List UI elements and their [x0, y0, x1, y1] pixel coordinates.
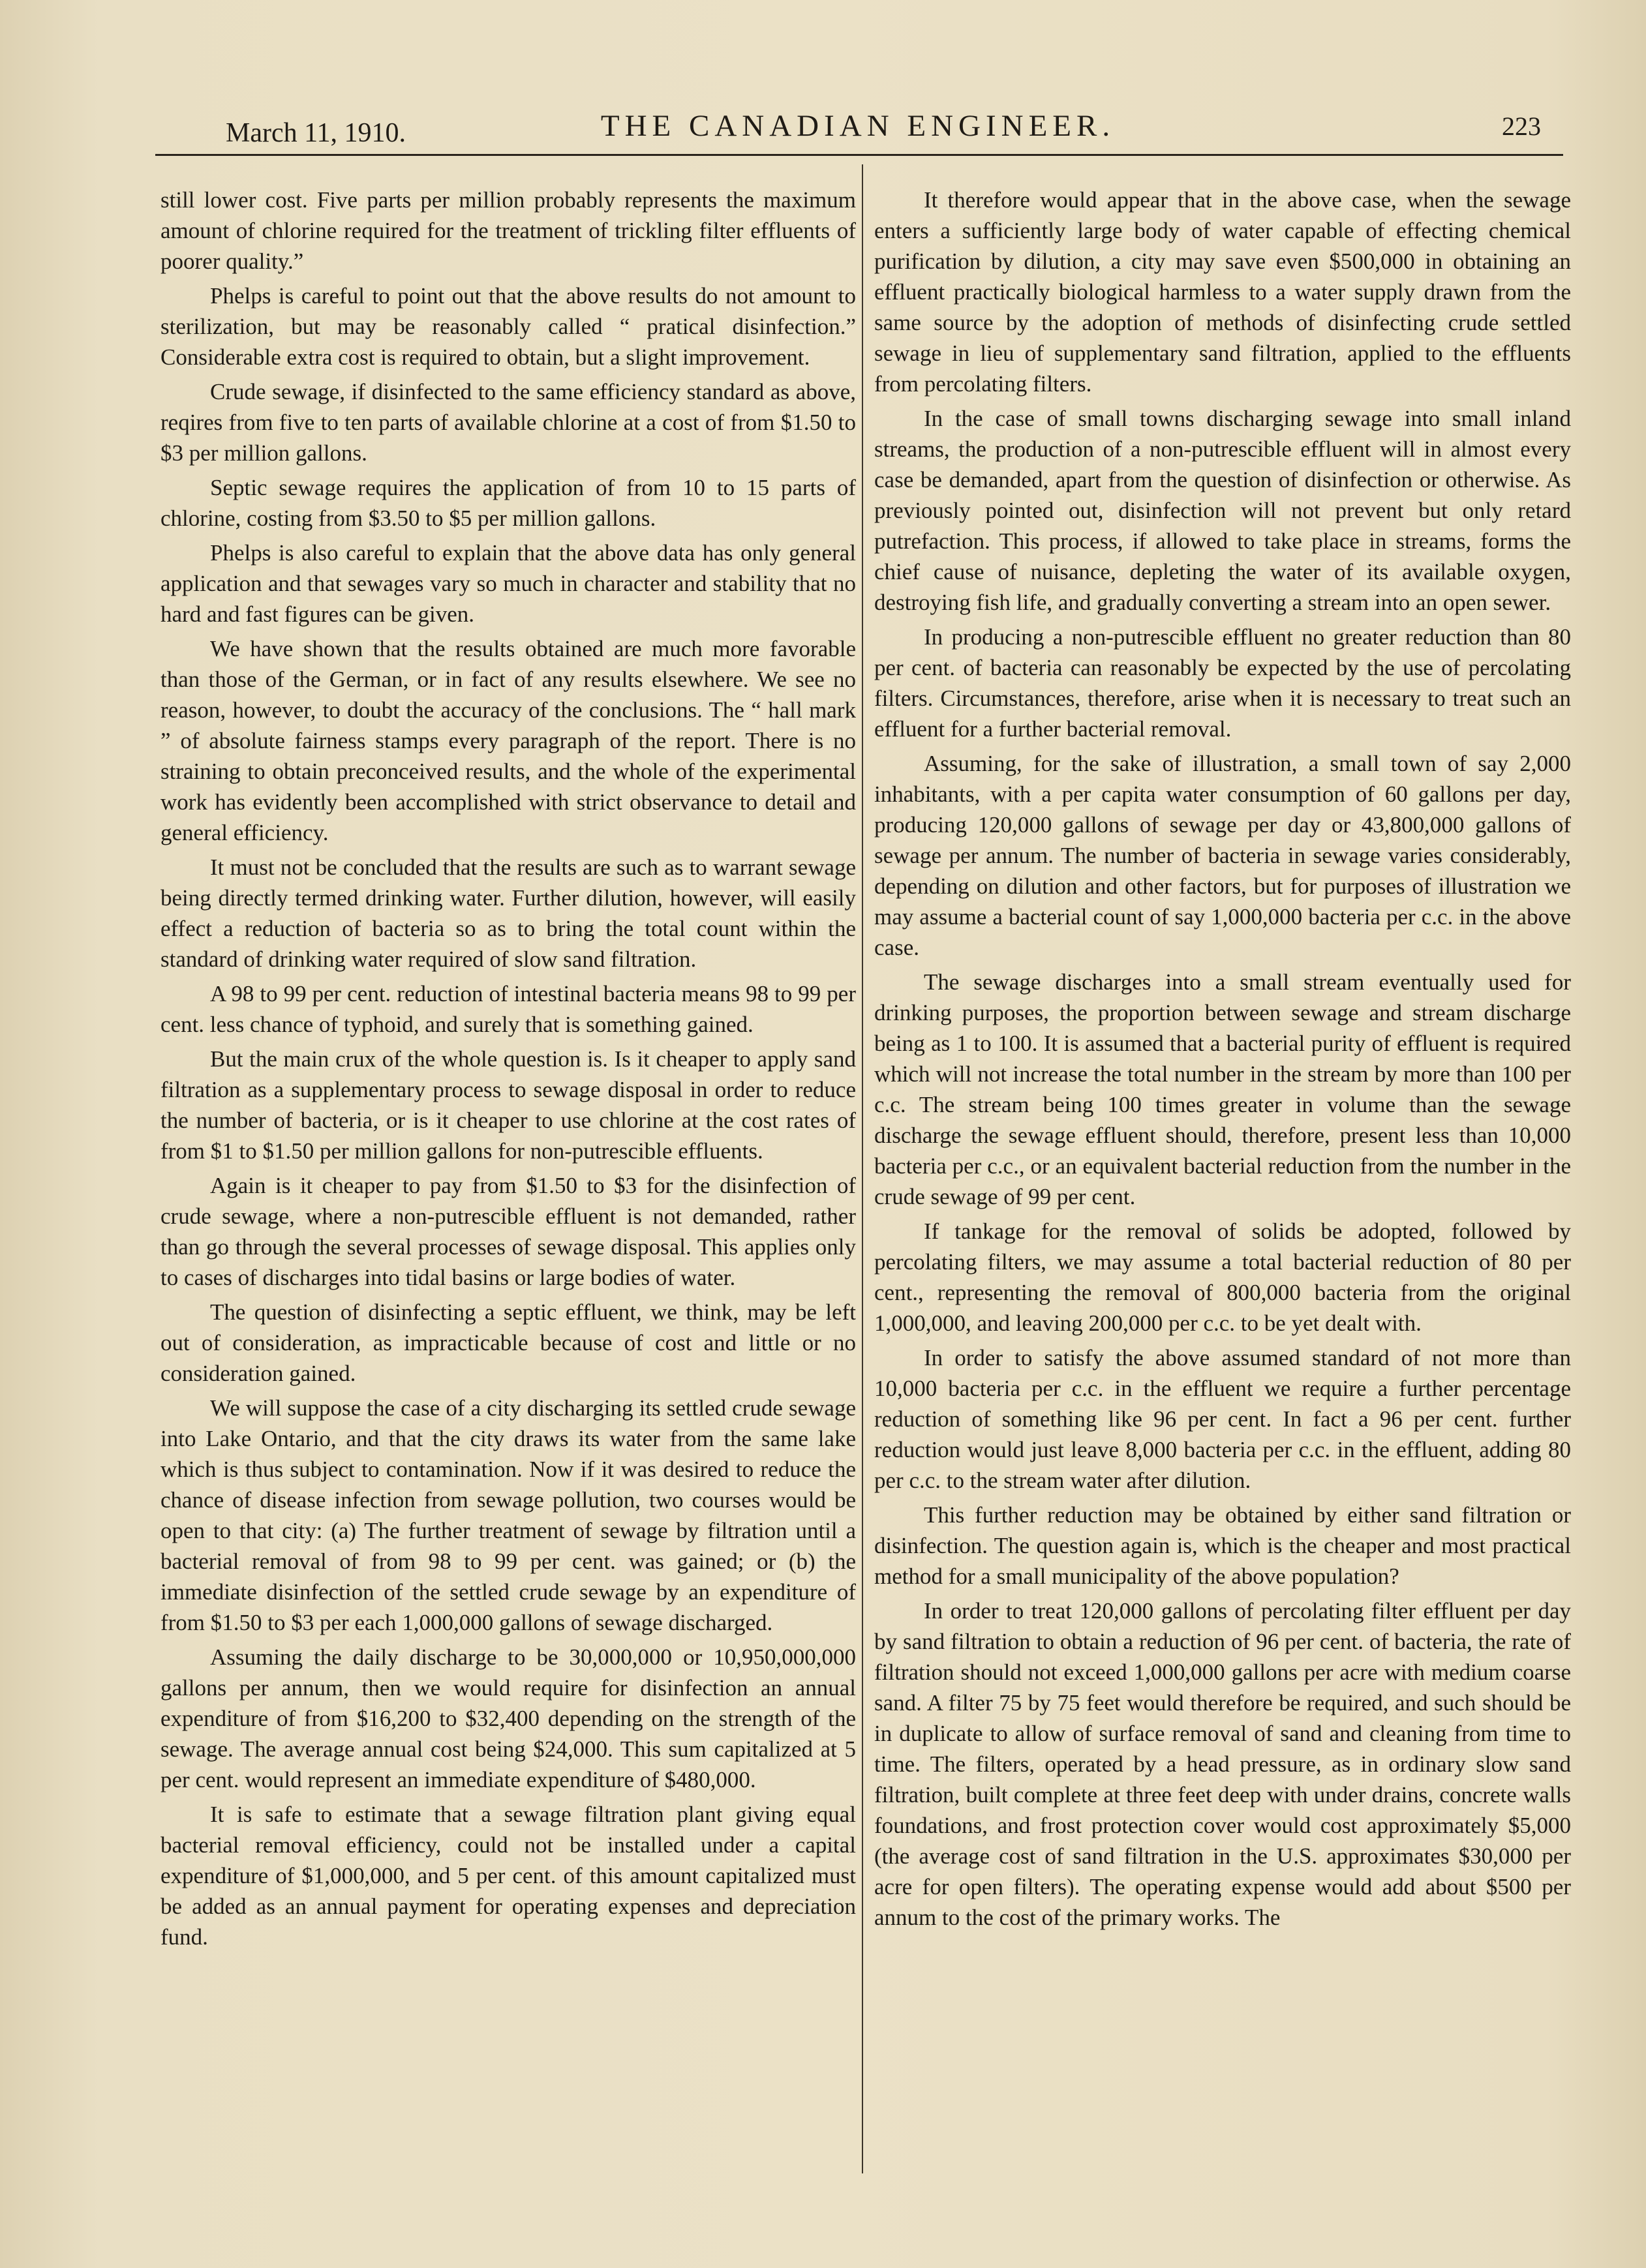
- paragraph: But the main crux of the whole question is. Is it cheaper to apply sand filtration as a supplementary process to sewage disposal in order to reduce the number of bacteria, or is it cheaper to use chlorine at the cost rates of from $1 to $1.50 per million gallons for non-putrescible effluents.: [160, 1046, 856, 1164]
- paragraph: The question of disinfecting a septic effluent, we think, may be left out of consideration, as impracticable because of cost and little or no consideration gained.: [160, 1299, 856, 1386]
- paragraph: In producing a non-putrescible effluent no greater reduction than 80 per cent. of bacteria can reasonably be expected by the use of percolating filters. Circumstances, therefore, arise when it is necessary to treat such an effluent for a further bacterial removal.: [874, 624, 1571, 742]
- journal-title: THE CANADIAN ENGINEER.: [600, 109, 1116, 143]
- paragraph: In order to satisfy the above assumed standard of not more than 10,000 bacteria per c.c. in the effluent we require a further percentage reduction of something like 96 per cent. In fact a 96 per cent. further reduction would just leave 8,000 bacteria per c.c. in the effluent, adding 80 per c.c. to the stream water after dilution.: [874, 1345, 1571, 1493]
- paragraph: In order to treat 120,000 gallons of percolating filter effluent per day by sand filtration to obtain a reduction of 96 per cent. of bacteria, the rate of filtration should not exceed 1,000,000 gallons per acre with medium coarse sand. A filter 75 by 75 feet would therefore be required, and such should be in duplicate to allow of surface removal of sand and cleaning from time to time. The filters, operated by a head pressure, as in ordinary slow sand filtration, built complete at three feet deep with under drains, concrete walls foundations, and frost protection cover would cost approximately $5,000 (the average cost of sand filtration in the U.S. approximates $30,000 per acre for open filters). The operating expense would add about $500 per annum to the cost of the primary works. The: [874, 1598, 1571, 1930]
- header-rule: [155, 154, 1563, 156]
- paragraph: It is safe to estimate that a sewage filtration plant giving equal bacterial removal efficiency, could not be installed under a capital expenditure of $1,000,000, and 5 per cent. of this amount capitalized must be added as an annual payment for operating expenses and depreciation fund.: [160, 1802, 856, 1950]
- left-column: [160, 185, 856, 2181]
- paragraph: It must not be concluded that the results are such as to warrant sewage being directly termed drinking water. Further dilution, however, will easily effect a reduction of bacteria so as to bring the total count within the standard of drinking water required of slow sand filtration.: [160, 854, 856, 972]
- right-column: [874, 185, 1571, 2181]
- paragraph: Phelps is careful to point out that the above results do not amount to sterilization, but may be reasonably called “ pratical disinfection.” Considerable extra cost is required to obtain, but a slight improvement.: [160, 283, 856, 370]
- page-number: 223: [1502, 112, 1541, 141]
- paragraph: The sewage discharges into a small stream eventually used for drinking purposes, the proportion between sewage and stream discharge being as 1 to 100. It is assumed that a bacterial purity of effluent is required which will not increase the total number in the stream by more than 100 per c.c. The stream being 100 times greater in volume than the sewage discharge the sewage effluent should, therefore, present less than 10,000 bacteria per c.c., or an equivalent bacterial reduction from the number in the crude sewage of 99 per cent.: [874, 969, 1571, 1209]
- paragraph: Septic sewage requires the application of from 10 to 15 parts of chlorine, costing from $3.50 to $5 per million gallons.: [160, 475, 856, 531]
- paragraph: Again is it cheaper to pay from $1.50 to $3 for the disinfection of crude sewage, where a non-putrescible effluent is not demanded, rather than go through the several processes of sewage disposal. This applies only to cases of discharges into tidal basins or large bodies of water.: [160, 1173, 856, 1290]
- paragraph: Crude sewage, if disinfected to the same efficiency standard as above, reqires from five to ten parts of available chlorine at a cost of from $1.50 to $3 per million gallons.: [160, 379, 856, 466]
- paragraph: If tankage for the removal of solids be adopted, followed by percolating filters, we may assume a total bacterial reduction of 80 per cent., representing the removal of 800,000 bacteria from the original 1,000,000, and leaving 200,000 per c.c. to be yet dealt with.: [874, 1218, 1571, 1336]
- issue-date: March 11, 1910.: [226, 118, 406, 148]
- paragraph: A 98 to 99 per cent. reduction of intestinal bacteria means 98 to 99 per cent. less chance of typhoid, and surely that is something gained.: [160, 981, 856, 1037]
- paragraph: We will suppose the case of a city discharging its settled crude sewage into Lake Ontario, and that the city draws its water from the same lake which is thus subject to contamination. Now if it was desired to reduce the chance of disease infection from sewage pollution, two courses would be open to that city: (a) The further treatment of sewage by filtration until a bacterial removal of from 98 to 99 per cent. was gained; or (b) the immediate disinfection of the settled crude sewage by an expenditure of from $1.50 to $3 per each 1,000,000 gallons of sewage discharged.: [160, 1395, 856, 1635]
- paragraph: Phelps is also careful to explain that the above data has only general application and that sewages vary so much in character and stability that no hard and fast figures can be given.: [160, 540, 856, 627]
- column-divider: [862, 164, 863, 2173]
- paragraph: It therefore would appear that in the above case, when the sewage enters a sufficiently large body of water capable of effecting chemical purification by dilution, a city may save even $500,000 in obtaining an effluent practically biological harmless to a water supply drawn from the same source by the adoption of methods of disinfecting crude settled sewage in lieu of supplementary sand filtration, applied to the effluents from percolating filters.: [874, 187, 1571, 397]
- paragraph: Assuming, for the sake of illustration, a small town of say 2,000 inhabitants, with a per capita water consumption of 60 gallons per day, producing 120,000 gallons of sewage per day or 43,800,000 gallons of sewage per annum. The number of bacteria in sewage varies considerably, depending on dilution and other factors, but for purposes of illustration we may assume a bacterial count of say 1,000,000 bacteria per c.c. in the above case.: [874, 751, 1571, 960]
- paragraph: We have shown that the results obtained are much more favorable than those of the German, or in fact of any results elsewhere. We see no reason, however, to doubt the accuracy of the conclusions. The “ hall mark ” of absolute fairness stamps every paragraph of the report. There is no straining to obtain preconceived results, and the whole of the experimental work has evidently been accomplished with strict observance to detail and general efficiency.: [160, 636, 856, 845]
- paragraph: This further reduction may be obtained by either sand filtration or disinfection. The question again is, which is the cheaper and most practical method for a small municipality of the above population?: [874, 1502, 1571, 1589]
- paragraph: Assuming the daily discharge to be 30,000,000 or 10,950,000,000 gallons per annum, then we would require for disinfection an annual expenditure of from $16,200 to $32,400 depending on the strength of the sewage. The average annual cost being $24,000. This sum capitalized at 5 per cent. would represent an immediate expenditure of $480,000.: [160, 1644, 856, 1792]
- paragraph: still lower cost. Five parts per million probably represents the maximum amount of chlorine required for the treatment of trickling filter effluents of poorer quality.”: [160, 187, 856, 274]
- paragraph: In the case of small towns discharging sewage into small inland streams, the production of a non-putrescible effluent will in almost every case be demanded, apart from the question of disinfection or otherwise. As previously pointed out, disinfection will not prevent but only retard putrefaction. This process, if allowed to take place in streams, forms the chief cause of nuisance, depleting the water of its available oxygen, destroying fish life, and gradually converting a stream into an open sewer.: [874, 406, 1571, 615]
- page-header: [157, 104, 1559, 157]
